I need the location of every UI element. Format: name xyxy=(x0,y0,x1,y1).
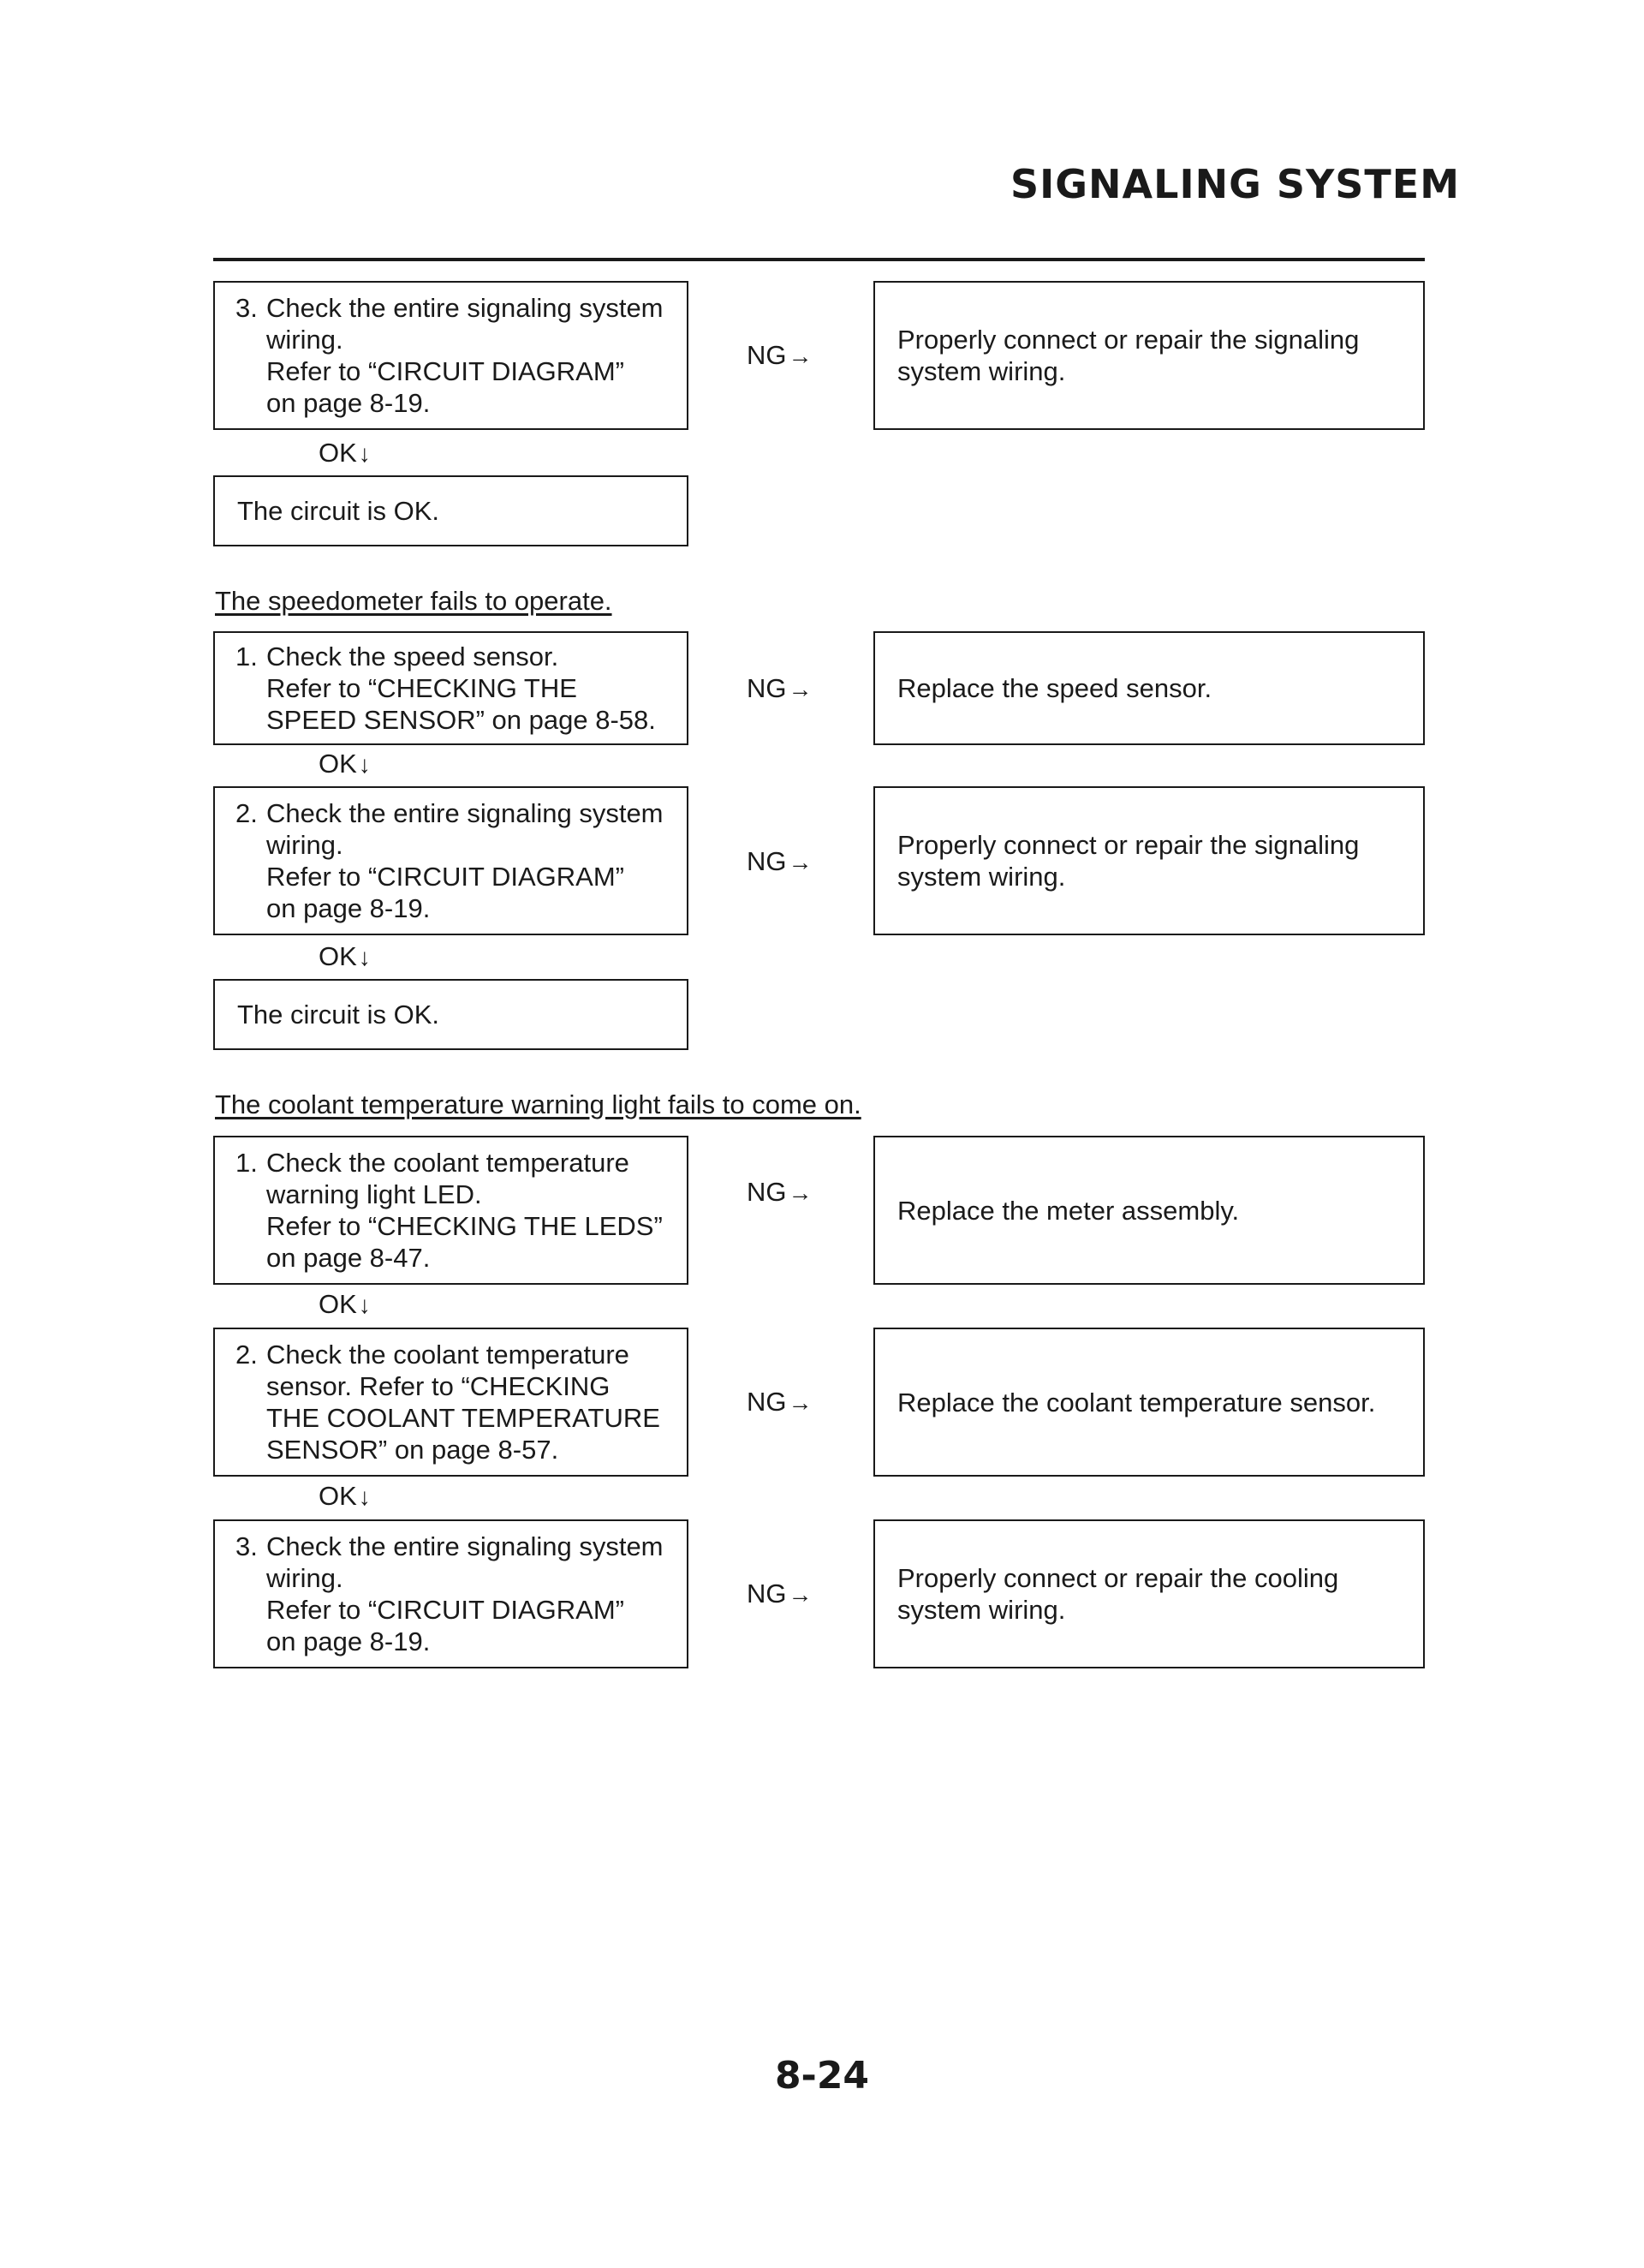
right-arrow-icon: → xyxy=(788,1389,813,1416)
ng-label: NG→ xyxy=(747,846,813,876)
step-line: on page 8-47. xyxy=(266,1243,431,1273)
final-text: The circuit is OK. xyxy=(237,1000,439,1030)
step-box xyxy=(213,631,688,745)
final-text: The circuit is OK. xyxy=(237,496,439,526)
final-box xyxy=(213,475,688,546)
ng-label: NG→ xyxy=(747,1387,813,1417)
result-box xyxy=(873,631,1425,745)
result-box xyxy=(873,281,1425,430)
result-line: Properly connect or repair the cooling xyxy=(897,1563,1339,1593)
result-box xyxy=(873,786,1425,935)
step-line: on page 8-19. xyxy=(266,893,431,923)
ok-label: OK↓ xyxy=(319,1289,371,1319)
section-heading: The coolant temperature warning light fails to come on. xyxy=(215,1089,861,1119)
result-line: Replace the speed sensor. xyxy=(897,673,1212,703)
ng-label: NG→ xyxy=(747,1579,813,1608)
step-line: warning light LED. xyxy=(266,1179,482,1209)
step-number: 2. xyxy=(235,1340,258,1370)
step-box xyxy=(213,1519,688,1668)
step-line: wiring. xyxy=(266,325,343,355)
step-number: 2. xyxy=(235,798,258,828)
step-line: Refer to “CHECKING THE LEDS” xyxy=(266,1211,663,1241)
ng-label: NG→ xyxy=(747,673,813,703)
right-arrow-icon: → xyxy=(788,1581,813,1608)
step-box xyxy=(213,1136,688,1285)
step-line: Refer to “CIRCUIT DIAGRAM” xyxy=(266,1595,624,1625)
right-arrow-icon: → xyxy=(788,676,813,702)
down-arrow-icon: ↓ xyxy=(358,751,371,778)
step-line: Check the entire signaling system xyxy=(266,1531,664,1561)
step-line: on page 8-19. xyxy=(266,1626,431,1656)
result-line: Properly connect or repair the signaling xyxy=(897,325,1360,355)
step-line: sensor. Refer to “CHECKING xyxy=(266,1371,611,1401)
result-line: system wiring. xyxy=(897,1595,1066,1625)
down-arrow-icon: ↓ xyxy=(358,1292,371,1318)
step-number: 3. xyxy=(235,293,258,323)
down-arrow-icon: ↓ xyxy=(358,440,371,467)
step-box xyxy=(213,786,688,935)
step-line: Check the entire signaling system xyxy=(266,798,664,828)
final-box xyxy=(213,979,688,1050)
step-number: 1. xyxy=(235,1148,258,1178)
right-arrow-icon: → xyxy=(788,849,813,875)
result-box xyxy=(873,1328,1425,1477)
page-title: SIGNALING SYSTEM xyxy=(1010,161,1460,207)
right-arrow-icon: → xyxy=(788,1179,813,1206)
step-line: Check the coolant temperature xyxy=(266,1148,629,1178)
step-line: Refer to “CHECKING THE xyxy=(266,673,577,703)
ng-label: NG→ xyxy=(747,1177,813,1207)
page-number: 8-24 xyxy=(774,2054,870,2098)
step-line: SENSOR” on page 8-57. xyxy=(266,1435,559,1465)
step-line: THE COOLANT TEMPERATURE xyxy=(266,1403,660,1433)
ng-label: NG→ xyxy=(747,340,813,370)
result-box xyxy=(873,1136,1425,1285)
step-line: Refer to “CIRCUIT DIAGRAM” xyxy=(266,356,624,386)
step-line: Check the coolant temperature xyxy=(266,1340,629,1370)
ok-label: OK↓ xyxy=(319,1481,371,1511)
result-box xyxy=(873,1519,1425,1668)
ok-label: OK↓ xyxy=(319,941,371,971)
step-box xyxy=(213,281,688,430)
result-line: Properly connect or repair the signaling xyxy=(897,830,1360,860)
down-arrow-icon: ↓ xyxy=(358,1483,371,1510)
header-rule xyxy=(213,258,1425,261)
step-number: 1. xyxy=(235,642,258,671)
result-line: Replace the meter assembly. xyxy=(897,1195,1240,1226)
step-line: on page 8-19. xyxy=(266,388,431,418)
step-line: Check the entire signaling system xyxy=(266,293,664,323)
step-line: Refer to “CIRCUIT DIAGRAM” xyxy=(266,862,624,892)
ok-label: OK↓ xyxy=(319,749,371,779)
step-line: wiring. xyxy=(266,830,343,860)
result-line: system wiring. xyxy=(897,356,1066,386)
step-box xyxy=(213,1328,688,1477)
section-heading: The speedometer fails to operate. xyxy=(215,586,612,616)
ok-label: OK↓ xyxy=(319,438,371,468)
step-line: Check the speed sensor. xyxy=(266,642,559,671)
right-arrow-icon: → xyxy=(788,343,813,369)
down-arrow-icon: ↓ xyxy=(358,944,371,970)
step-number: 3. xyxy=(235,1531,258,1561)
step-line: SPEED SENSOR” on page 8-58. xyxy=(266,705,656,735)
result-line: system wiring. xyxy=(897,862,1066,892)
step-line: wiring. xyxy=(266,1563,343,1593)
result-line: Replace the coolant temperature sensor. xyxy=(897,1387,1376,1418)
